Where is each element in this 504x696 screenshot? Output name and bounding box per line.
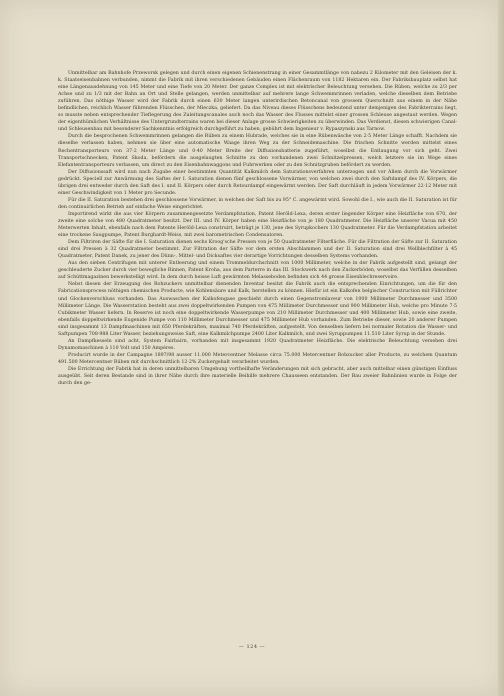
page-edge	[498, 0, 504, 696]
paragraph: Unmittelbar am Bahnhofe Przeworsk gelegen und durch einen eigenen Schienenstrang in einer Gesammtlänge von nahezu 2 Kilometer mit den Geleisen der k. k. Staatseisenbahnen verbunden, nimmt die Fabrik mit ihren verschiedenen Gebäuden einen Flächenraum von 1182 Hektaren ein. Der Fabriksbauplatz selbst hat eine Längenausdehnung von 145 Meter und eine Tiefe von 20 Meter. Der ganze Complex ist mit elektrischer Beleuchtung versehen. Die Rüben, welche zu 2/3 per Achse und zu 1/3 mit der Bahn an Ort und Stelle gelangen, werden unmittelbar auf mehrere lange Schwemmrinnen verladen, welche dieselben dem Betriebe zuführen. Das nöthige Wasser wird der Fabrik durch einen 630 Meter langen unterirdischen Betoncanal von grossem Querschnitt aus einem in der Nähe befindlichen, reichlich Wasser führenden Flüsschen, der Mleczka, geliefert. Da das Niveau dieses Flüsschens bedeutend unter demjenigen des Fabrikterrains liegt, so musste neben entsprechender Tieflegerung des Zuleitungscanales auch noch das Wasser des Flusses mittelst einer grossen Schleuse angestaut werden. Wegen der eigenthümlichen Verhältnisse des Untergrundterrains waren bei dieser Anlage grosse Schwierigkeiten zu überwinden. Das Verdienst, diesen schwierigen Canal- und Schleusenbau mit besonderer Sachkenntnis erfolgreich durchgeführt zu haben, gebührt dem Ingenieur v. Rypaszynski aus Tarnow.	[58, 71, 457, 133]
paragraph: Aus den sieben Centrifugen mit unterer Entleerung und einem Trommeldurchschnitt von 1000 Millimeter, welche in der Fabrik aufgestellt sind, gelangt der geschleuderte Zucker durch vier bewegliche Rinnen, Patent Kroha, aus dem Parterre in das III. Stockwerk nach den Zuckerböden, woselbst das Verfüllen desselben auf Schüttmagazinen bewerkstelligt wird. In dem durch heisse Luft gewärmten Melasseboden befinden sich 44 grosse Eisenblechreservoire.	[58, 261, 457, 281]
paragraph: Die Errichtung der Fabrik hat in deren unmittelbaren Umgebung vortheilhafte Veränderungen mit sich gebracht, aber auch mittelbar einen günstigen Einfluss ausgeübt. Seit deren Bestande sind in ihrer Nähe durch ihre materielle Beihilfe mehrere Chausseen entstanden. Der Bau zweier Bahnlinien wurde in Folge der durch den ge-	[58, 366, 457, 387]
paragraph: Dem Filtriren der Säfte für die I. Saturation dienen sechs Kroog'sche Pressen von je 50 Quadratmeter Filterfläche. Für die Filtration der Säfte zur II. Saturation sind drei Pressen à 32 Quadratmeter bestimmt. Zur Filtration der Säfte vor dem ersten Abschlammen und der II. Saturation sind drei Wellblechfilter à 45 Quadratmeter, Patent Danek, zu jener des Dünn-, Mittel- und Dicksaftes vier derartige Vorrichtungen desselben Systems vorhanden.	[58, 240, 457, 260]
paragraph: Durch die besprochenen Schwemmrinnen gelangen die Rüben zu einem Hubrade, welches sie in eine Rübenwäsche von 2·5 Meter Länge schafft. Nachdem sie dieselbe verlassen haben, nehmen sie über eine automatische Waage ihren Weg zu der Schneidemaschine. Die frischen Schnitte werden mittelst eines Rechentransporteurs von 37·2 Meter Länge und 0·40 Meter Breite der Diffusionsbatterie zugeführt, woselbst die Entlaugung vor sich geht. Zwei Transportschnecken, Patent Skoda, befördern die ausgelaugten Schnitte zu den vorhandenen zwei Schnitzelpressen, welch letztere sie im Wege eines Elefantentransporteurs verlassen, um direct zu den Eisenbahnwaggons und Fuhrwerken oder zu den Schnitzgruben befördert zu werden.	[58, 134, 457, 168]
paragraph: Der Diffusionssaft wird nun nach Zugabe einer bestimmten Quantität Kalkmilch dem Saturationsverfahren unterzogen und vor Allem durch die Vorwärmer gedrückt. Speciell zur Anwärmung des Saftes der I. Saturation dienen fünf geschlossene Vorwärmer, von welchen zwei durch den Saftdampf des IV. Körpers, die übrigen drei entweder durch den Saft des I. und II. Körpers oder durch Retourdampf eingewärmt werden. Der Saft durchläuft in jedem Vorwärmer 22·12 Meter mit einer Geschwindigkeit von 1 Meter pro Secunde.	[58, 169, 457, 196]
paragraph: Für die II. Saturation bestehen drei geschlossene Vorwärmer, in welchen der Saft bis zu 95° C. angewärmt wird. Sowohl die I., wie auch die II. Saturation ist für den continuirlichen Betrieb auf einfache Weise eingerichtet.	[58, 197, 457, 210]
paragraph: Nebst diesen der Erzeugung des Rohzuckers unmittelbar dienenden Inventar besitzt die Fabrik auch die entsprechenden Einrichtungen, um die für den Fabricationsprocess nöthigen chemischen Producte, wie Kohlensäure und Kalk, herstellen zu können. Hiefür ist ein Kalkofen belgischer Construction mit Füllrichter und Glockenverschluss vorhanden. Das Auswaschen der Kalkofengase geschieht durch einen Gegenstromlaveur von 1000 Millimeter Durchmesser und 3500 Millimeter Länge. Die Wasserstation besteht aus zwei doppeltwirkenden Pumpen von 475 Millimeter Durchmesser und 900 Millimeter Hub, welche pro Minute 7·5 Cubikmeter Wasser liefern. In Reserve ist noch eine doppeltwirkende Wasserpumpe von 210 Millimeter Durchmesser und 400 Millimeter Hub, sowie eine zweite, ebenfalls doppeltwirkende Eugenide Pumpe von 110 Millimeter Durchmesser und 475 Millimeter Hub vorhanden. Zum Betriebe dieser, sowie 20 anderer Pumpen sind insgesammt 13 Dampfmaschinen mit 650 Pferdekräften, maximal 740 Pferdekräften, aufgestellt. Von denselben liefern bei normaler Rotation die Wasser- und Saftpumpen 708·988 Liter Wasser, beziehungsweise Saft, eine Kalkmilchpumpe 2400 Liter Kalkmilch, und zwei Syruppumpen 11.510 Liter Syrup in der Stunde.	[58, 282, 457, 337]
paragraph: Producirt wurde in der Campagne 1897/98 ausser 11.000 Metercentner Melasse circa 75.000 Metercentner Rohzucker aller Producte, zu welchem Quantum 491.500 Metercentner Rüben mit durchschnittlich 12·2% Zuckergehalt verarbeitet wurden.	[58, 352, 457, 365]
paragraph: An Dampfkesseln sind acht, System Fairbairn, vorhanden mit insgesammt 1920 Quadratmeter Heizfläche. Die elektrische Beleuchtung versehen drei Dynamomaschinen à 110 Volt und 150 Ampères.	[58, 338, 457, 351]
paragraph: Importirend wirkt die aus vier Körpern zusammengesetzte Verdampfstation, Patent Heröld-Lexa, deren erster liegender Körper eine Heizfläche von 670, der zweite eine solche von 480 Quadratmeter besitzt. Der III. und IV. Körper haben eine Heizfläche von je 180 Quadratmeter. Die Heizfläche unserer Vacua mit 450 Meterwerten Inhalt, ebenfalls nach dem Patente Heröld-Lexa construirt, beträgt je 130, jene des Syrupkochers 130 Quadratmeter. Für die Verdampfstation arbeitet eine trockene Saugpumpe, Patent Burghardt-Weiss, mit zwei barometrischen Condensatoren.	[58, 211, 457, 239]
page-number: — 124 —	[238, 644, 266, 650]
body-text	[58, 70, 457, 387]
